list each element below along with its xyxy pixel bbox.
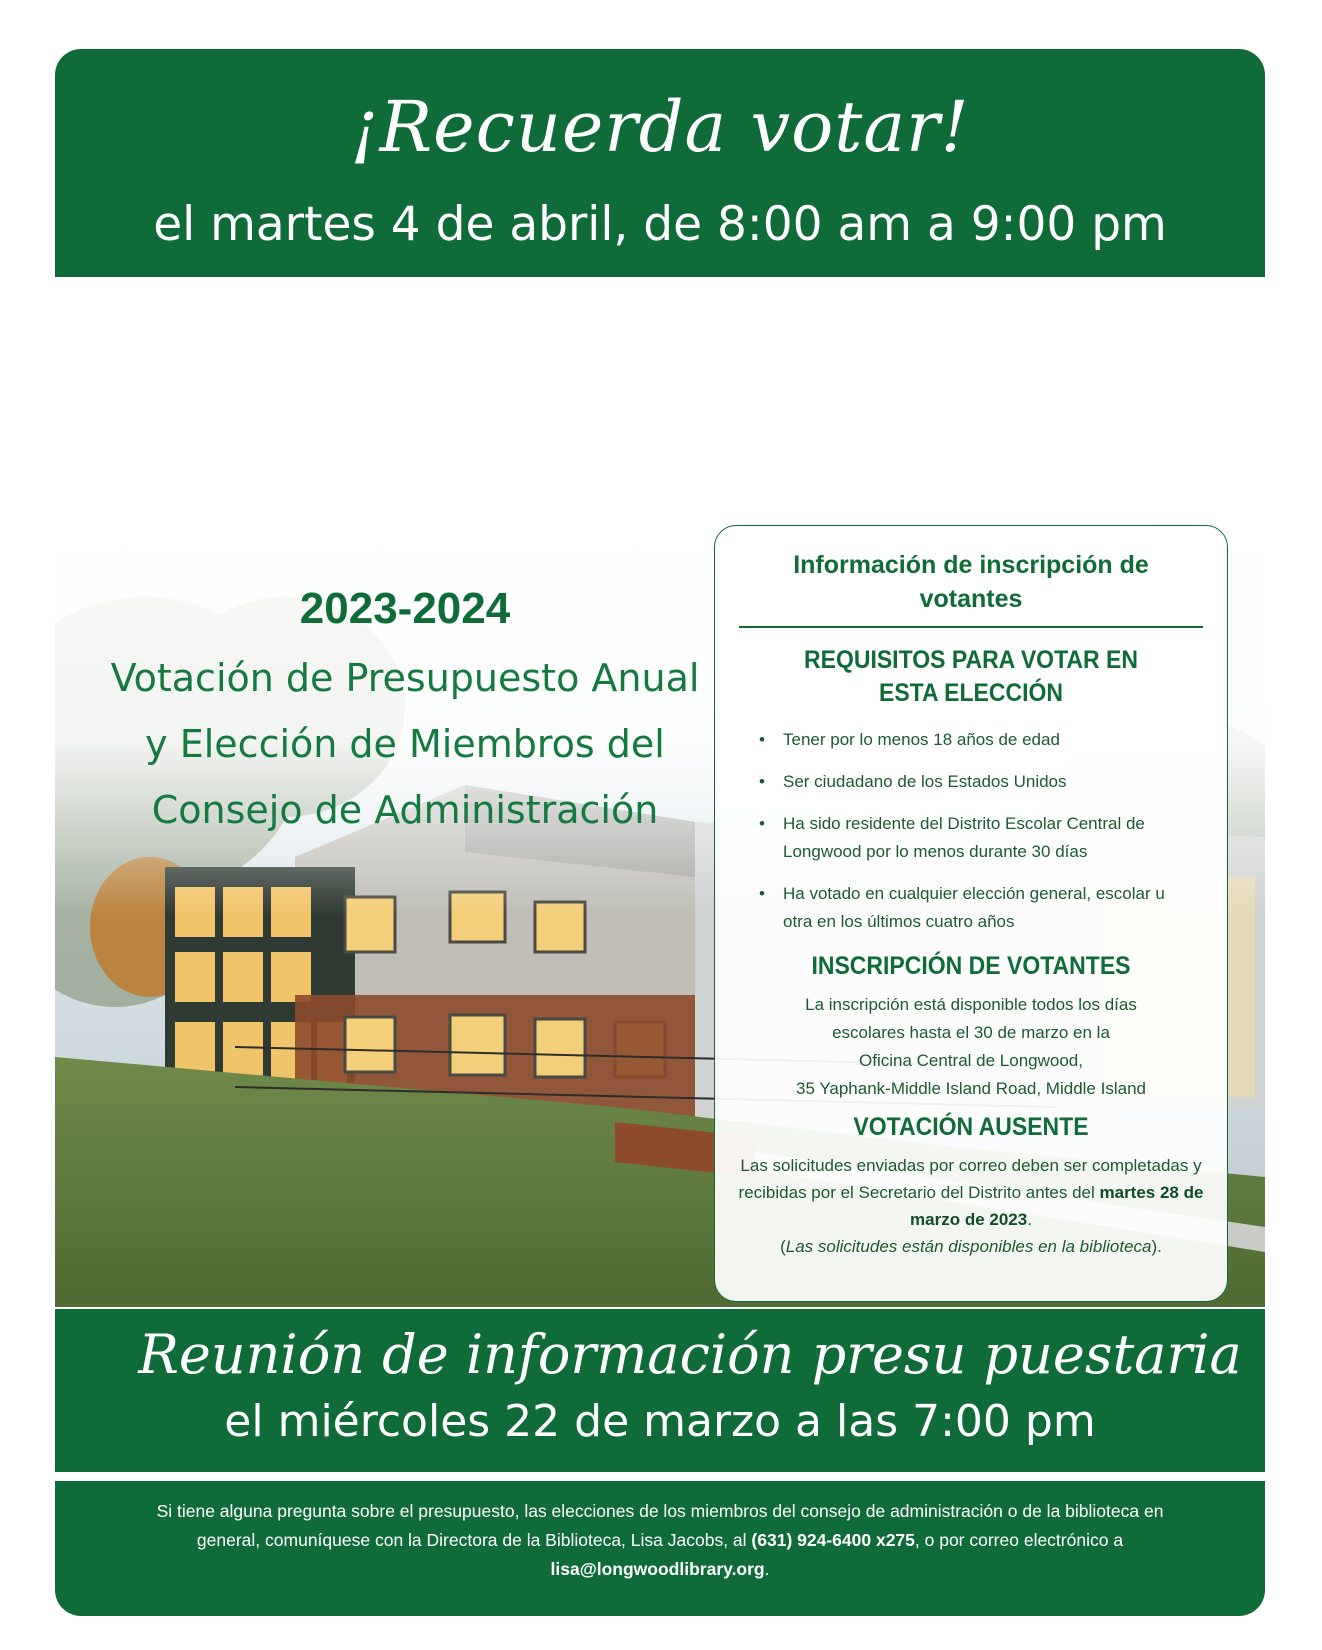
- election-date-time: el martes 4 de abril, de 8:00 am a 9:00 pm: [153, 197, 1167, 252]
- top-banner: [55, 49, 1265, 277]
- bullet-icon: •: [759, 814, 765, 833]
- absentee-heading: VOTACIÓN AUSENTE: [853, 1113, 1089, 1141]
- divider: [55, 1472, 1265, 1481]
- meeting-title: Reunión de información presu puestaria: [138, 1323, 1242, 1386]
- list-item: • Tener por lo menos 18 años de edad: [755, 726, 1197, 754]
- contact-email[interactable]: lisa@longwoodlibrary.org: [550, 1559, 765, 1579]
- absentee-note: Las solicitudes están disponibles en la biblioteca: [785, 1237, 1152, 1256]
- bullet-icon: •: [759, 884, 765, 903]
- requirements-heading: REQUISITOS PARA VOTAR EN ESTA ELECCIÓN: [804, 646, 1138, 707]
- list-item: • Ha sido residente del Distrito Escolar Central de Longwood por lo menos durante 30 días: [755, 810, 1197, 866]
- contact-text: Si tiene alguna pregunta sobre el presupuesto, las elecciones de los miembros del consejo de administración o de la biblioteca en general, comuníquese con la Directora de la Biblioteca, Lisa Jacobs, al (631) 924-6400 x275, o por correo electrónico a lisa@longwoodlibrary.org.: [156, 1501, 1164, 1579]
- contact-band: [55, 1481, 1265, 1616]
- meeting-date-time: el miércoles 22 de marzo a las 7:00 pm: [224, 1396, 1096, 1447]
- voter-info-box: [714, 525, 1228, 1302]
- registration-text: La inscripción está disponible todos los días escolares hasta el 30 de marzo en la Oficina Central de Longwood, 35 Yaphank-Middle Island Road, Middle Island: [796, 995, 1146, 1098]
- bullet-icon: •: [759, 772, 765, 791]
- list-item: • Ser ciudadano de los Estados Unidos: [755, 768, 1197, 796]
- info-box-title: Información de inscripción de votantes: [793, 551, 1149, 613]
- list-item: • Ha votado en cualquier elección general, escolar u otra en los últimos cuatro años: [755, 880, 1197, 936]
- vote-title-block: [75, 579, 735, 843]
- absentee-deadline: martes 28 de marzo de 2023: [910, 1183, 1204, 1229]
- requirements-list: [715, 726, 1227, 936]
- vote-title: Votación de Presupuesto Anual y Elección de Miembros del Consejo de Administración: [110, 656, 700, 832]
- headline: ¡Recuerda votar!: [350, 86, 970, 168]
- school-building-photo: [55, 277, 1265, 1307]
- flyer: [55, 49, 1265, 1616]
- bullet-icon: •: [759, 730, 765, 749]
- contact-phone: (631) 924-6400 x275: [751, 1530, 915, 1550]
- title-divider: [739, 626, 1203, 628]
- absentee-text: Las solicitudes enviadas por correo deben ser completadas y recibidas por el Secretario del Distrito antes del martes 28 de marzo de 2023. (Las solicitudes están disponibles en la biblioteca).: [738, 1156, 1204, 1256]
- budget-years: 2023-2024: [299, 584, 511, 633]
- registration-heading: INSCRIPCIÓN DE VOTANTES: [811, 952, 1131, 980]
- budget-meeting-band: [55, 1309, 1265, 1472]
